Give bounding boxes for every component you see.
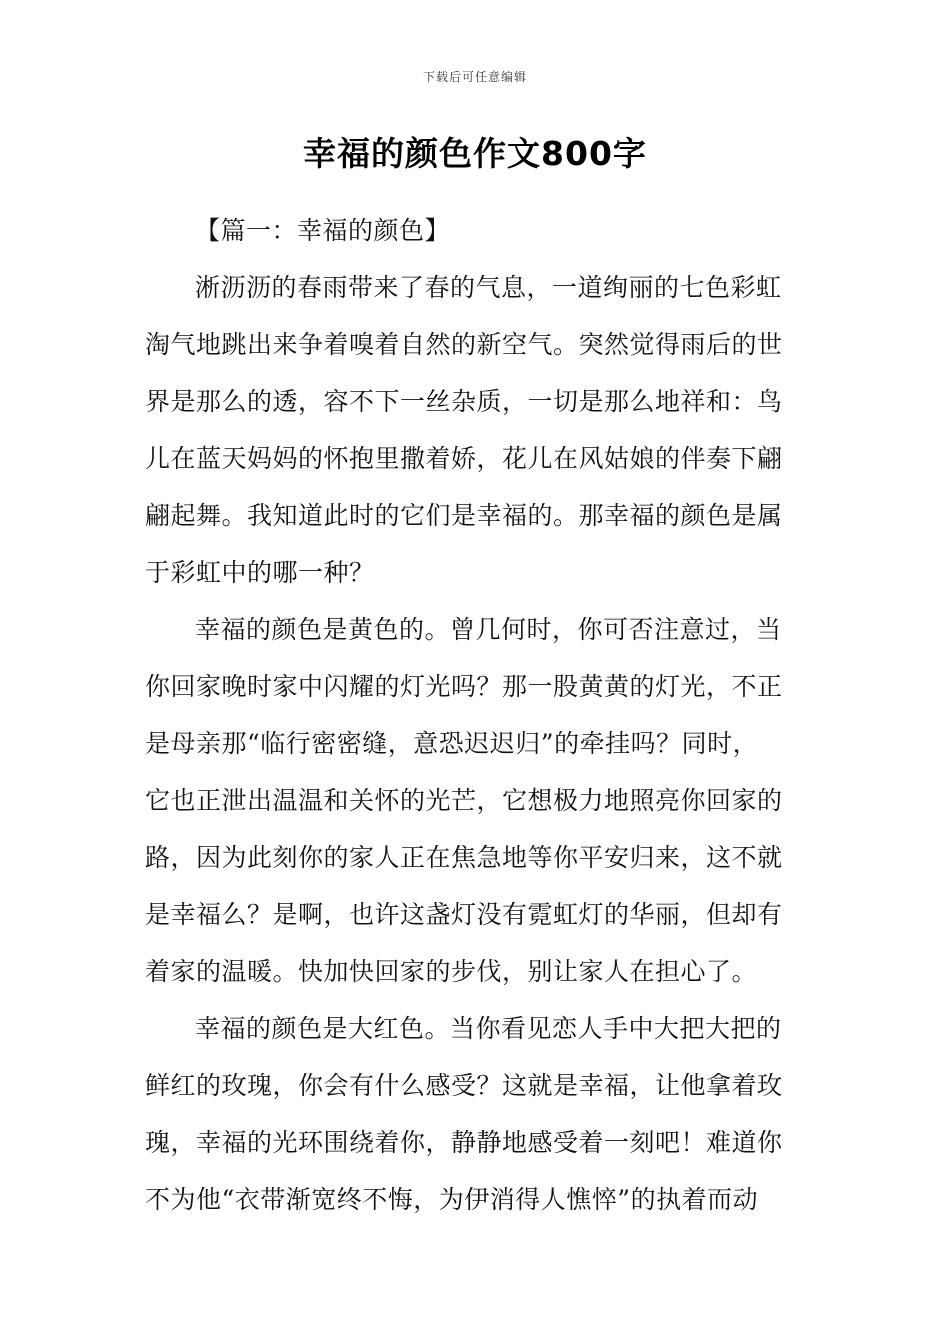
text-line: 路，因为此刻你的家人正在焦急地等你平安归来，这不就 — [145, 843, 783, 872]
text-line: 幸福的颜色是黄色的。曾几何时，你可否注意过，当 — [195, 615, 782, 644]
header-note: 下载后可任意编辑 — [422, 70, 527, 84]
text-line: 儿在蓝天妈妈的怀抱里撒着娇，花儿在风姑娘的伴奏下翩 — [145, 444, 783, 473]
text-line: 于彩虹中的哪一种？ — [145, 558, 375, 587]
text-line: 不为他“衣带渐宽终不悔，为伊消得人憔悴”的执着而动 — [145, 1185, 759, 1214]
text-line: 它也正泄出温温和关怀的光芒，它想极力地照亮你回家的 — [145, 786, 783, 815]
text-line: 淅沥沥的春雨带来了春的气息，一道绚丽的七色彩虹 — [195, 273, 782, 302]
document-body — [145, 202, 805, 1228]
text-line: 是母亲那“临行密密缝，意恐迟迟归”的牵挂吗？同时， — [145, 729, 759, 758]
text-line: 翩起舞。我知道此时的它们是幸福的。那幸福的颜色是属 — [145, 501, 783, 530]
text-line: 界是那么的透，容不下一丝杂质，一切是那么地祥和：鸟 — [145, 387, 783, 416]
paragraph-1 — [145, 259, 805, 601]
text-line: 鲜红的玫瑰，你会有什么感受？这就是幸福，让他拿着玫 — [145, 1071, 783, 1100]
text-line: 是幸福么？是啊，也许这盏灯没有霓虹灯的华丽，但却有 — [145, 900, 783, 929]
document-title: 幸福的颜色作文800字 — [303, 134, 647, 173]
text-line: 着家的温暖。快加快回家的步伐，别让家人在担心了。 — [145, 957, 758, 986]
paragraph-3 — [145, 1000, 805, 1228]
section-heading: 【篇一：幸福的颜色】 — [195, 216, 451, 245]
text-line: 你回家晚时家中闪耀的灯光吗？那一股黄黄的灯光，不正 — [145, 672, 783, 701]
paragraph-2 — [145, 601, 805, 1000]
text-line: 淘气地跳出来争着嗅着自然的新空气。突然觉得雨后的世 — [145, 330, 783, 359]
text-line: 幸福的颜色是大红色。当你看见恋人手中大把大把的 — [195, 1014, 782, 1043]
text-line: 瑰，幸福的光环围绕着你，静静地感受着一刻吧！难道你 — [145, 1128, 783, 1157]
